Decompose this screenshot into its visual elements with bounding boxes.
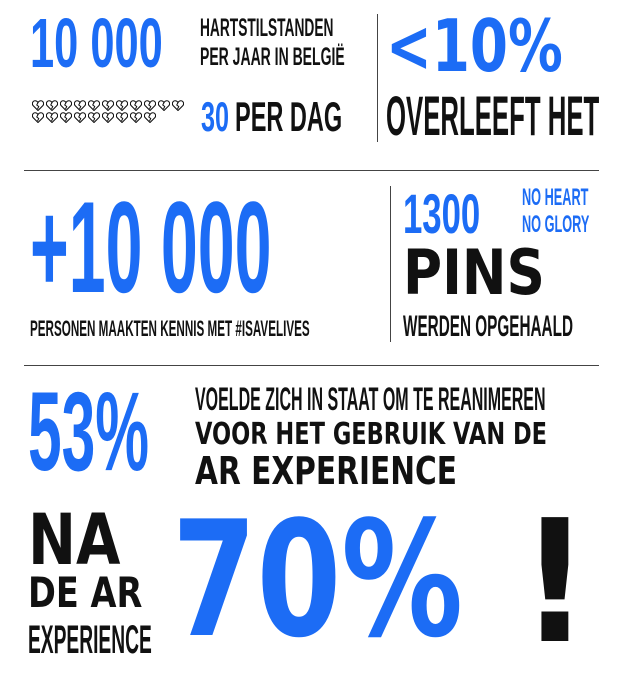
broken-heart-icon <box>144 112 156 123</box>
broken-heart-icon <box>102 112 114 123</box>
broken-heart-icon <box>32 100 44 111</box>
broken-heart-icon <box>88 100 100 111</box>
broken-heart-icon <box>60 100 72 111</box>
stat-cardiac-arrests-number: 10 000 <box>30 4 163 82</box>
stat-per-day-value: 30 <box>201 93 230 140</box>
broken-heart-icon <box>116 112 128 123</box>
broken-hearts-grid <box>32 100 196 123</box>
stat-survival-value: <10% <box>386 4 563 88</box>
stat-pins-value: 1300 <box>403 182 481 245</box>
broken-heart-icon <box>60 112 72 123</box>
broken-heart-icon <box>144 100 156 111</box>
stat-survival-label: OVERLEEFT HET <box>386 84 600 147</box>
confidence-line-3: AR EXPERIENCE <box>195 449 458 493</box>
divider-horizontal-2 <box>24 365 599 366</box>
broken-heart-icon <box>32 112 44 123</box>
divider-vertical-2 <box>390 186 391 342</box>
broken-heart-icon <box>130 100 142 111</box>
stat-cardiac-arrests-caption-1: HARTSTILSTANDEN <box>200 14 334 42</box>
divider-vertical-1 <box>377 14 378 142</box>
stat-pins-label: PINS <box>403 236 545 309</box>
broken-heart-icon <box>158 100 170 111</box>
after-label-experience: EXPERIENCE <box>28 618 152 662</box>
broken-heart-icon <box>130 112 142 123</box>
confidence-line-2: VOOR HET GEBRUIK VAN DE <box>195 417 548 452</box>
stat-people-reached-caption: PERSONEN MAAKTEN KENNIS MET #ISAVELIVES <box>30 316 310 341</box>
exclamation-mark: ! <box>520 484 590 682</box>
stat-pins-caption: WERDEN OPGEHAALD <box>403 310 574 343</box>
broken-heart-icon <box>46 112 58 123</box>
stat-per-day-label: PER DAG <box>235 93 343 140</box>
stat-confidence-before-value: 53% <box>28 369 150 494</box>
confidence-line-1: VOELDE ZICH IN STAAT OM TE REANIMEREN <box>195 381 546 417</box>
stat-people-reached-number: +10 000 <box>30 174 272 320</box>
broken-heart-icon <box>74 100 86 111</box>
broken-heart-icon <box>74 112 86 123</box>
after-label-na: NA <box>28 499 121 581</box>
broken-heart-icon <box>46 100 58 111</box>
broken-heart-icon <box>116 100 128 111</box>
slogan-line-2: NO GLORY <box>522 211 590 238</box>
broken-heart-icon <box>172 100 184 111</box>
stat-cardiac-arrests-caption-2: PER JAAR IN BELGIË <box>200 43 345 71</box>
stat-confidence-after-value: 70% <box>172 486 464 673</box>
slogan-line-1: NO HEART <box>522 184 589 211</box>
broken-heart-icon <box>88 112 100 123</box>
after-label-de-ar: DE AR <box>28 568 143 617</box>
divider-horizontal-1 <box>24 170 599 171</box>
broken-heart-icon <box>102 100 114 111</box>
